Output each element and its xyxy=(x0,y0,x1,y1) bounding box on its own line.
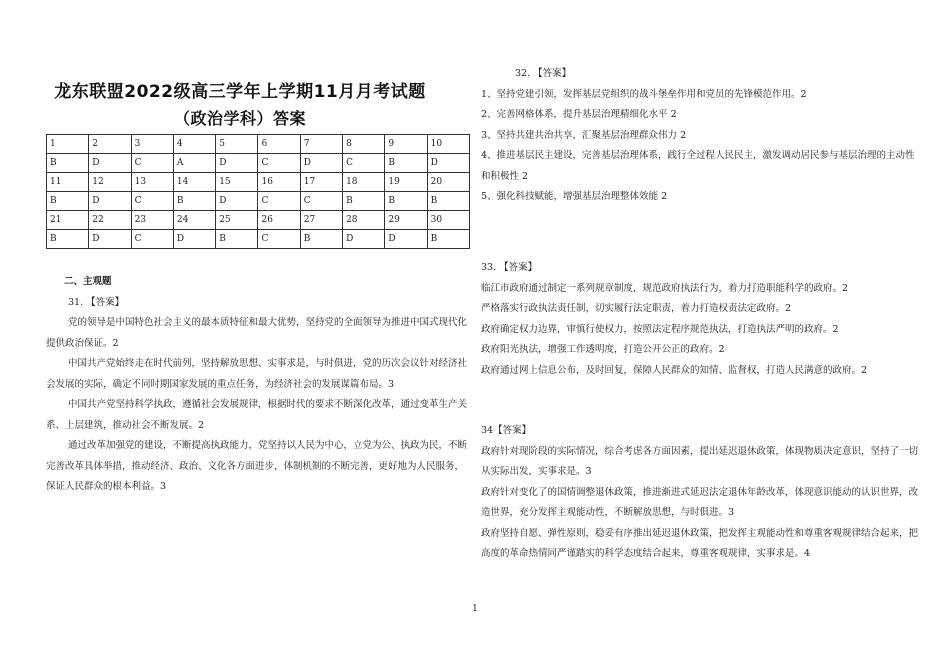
question-number-cell: 28 xyxy=(343,211,385,230)
question-number-cell: 29 xyxy=(385,211,427,230)
q32-answer xyxy=(481,64,921,208)
q32-heading: 32. 【答案】 xyxy=(515,68,572,79)
question-number-cell: 10 xyxy=(427,135,469,154)
answer-cell: B xyxy=(47,192,89,211)
answer-cell: C xyxy=(258,230,300,249)
answer-cell: D xyxy=(216,154,258,173)
q31-paragraph: 中国共产党坚持科学执政，遵循社会发展规律，根据时代的要求不断深化改革，通过变革生产关系、上层建筑，推动社会不断发展。2 xyxy=(46,399,468,431)
answer-row xyxy=(47,154,470,173)
question-number-cell: 17 xyxy=(300,173,342,192)
answer-cell: C xyxy=(258,192,300,211)
question-number-cell: 24 xyxy=(173,211,215,230)
question-number-cell: 4 xyxy=(173,135,215,154)
answer-cell: A xyxy=(173,154,215,173)
answer-cell: D xyxy=(173,230,215,249)
q34-item: 政府针对变化了的国情调整退休政策，推进渐进式延迟法定退休年龄改革，体现意识能动的认识世界，改造世界，充分发挥主观能动性，不断解放思想，与时俱进。3 xyxy=(481,486,919,518)
question-number-cell: 12 xyxy=(89,173,131,192)
answer-row xyxy=(47,230,470,249)
subjective-section xyxy=(46,272,470,498)
question-number-cell: 5 xyxy=(216,135,258,154)
answer-cell: C xyxy=(131,154,173,173)
q31-paragraph: 中国共产党始终走在时代前列，坚持解放思想、实事求是，与时俱进，党的历次会议针对经济社会发展的实际，确定不同时期国家发展的重点任务，为经济社会的发展谋篇布局。3 xyxy=(46,358,468,390)
question-number-cell: 16 xyxy=(258,173,300,192)
question-number-cell: 1 xyxy=(47,135,89,154)
question-number-cell: 7 xyxy=(300,135,342,154)
q33-item: 临江市政府通过制定一系列规章制度，规范政府执法行为，着力打造职能科学的政府。2 xyxy=(481,282,849,294)
question-number-cell: 2 xyxy=(89,135,131,154)
q32-item: 5、强化科技赋能，增强基层治理整体效能 2 xyxy=(481,191,668,202)
answer-cell: B xyxy=(47,230,89,249)
question-number-cell: 8 xyxy=(343,135,385,154)
answer-cell: D xyxy=(300,154,342,173)
answer-cell: B xyxy=(427,230,469,249)
answer-cell: B xyxy=(300,230,342,249)
question-number-cell: 3 xyxy=(131,135,173,154)
q32-item: 2、完善网格体系，提升基层治理精细化水平 2 xyxy=(481,109,677,120)
answer-cell: D xyxy=(89,192,131,211)
question-number-cell: 21 xyxy=(47,211,89,230)
question-number-cell: 22 xyxy=(89,211,131,230)
answer-cell: B xyxy=(173,192,215,211)
q33-answer xyxy=(481,258,921,381)
q31-paragraph: 党的领导是中国特色社会主义的最本质特征和最大优势，坚持党的全面领导为推进中国式现代化提供政治保证。2 xyxy=(46,317,468,349)
question-number-cell: 13 xyxy=(131,173,173,192)
answer-cell: C xyxy=(343,154,385,173)
question-number-cell: 20 xyxy=(427,173,469,192)
q32-item: 3、坚持共建共治共享，汇聚基层治理群众伟力 2 xyxy=(481,129,687,141)
q34-answer xyxy=(481,421,921,565)
question-number-cell: 14 xyxy=(173,173,215,192)
answer-cell: C xyxy=(131,230,173,249)
answer-cell: B xyxy=(385,154,427,173)
answer-cell: D xyxy=(89,230,131,249)
q32-item: 1、坚持党建引领，发挥基层党组织的战斗堡垒作用和党员的先锋模范作用。2 xyxy=(481,88,807,100)
answer-cell: D xyxy=(343,230,385,249)
answer-cell: D xyxy=(216,192,258,211)
q34-heading: 34【答案】 xyxy=(481,425,532,436)
q33-item: 政府通过网上信息公布，及时回复，保障人民群众的知情、监督权，打造人民满意的政府。2 xyxy=(481,364,868,376)
q32-item: 4、推进基层民主建设，完善基层治理体系，践行全过程人民民主，激发调动居民参与基层治理的主动性和积极性 2 xyxy=(481,150,915,182)
answer-cell: C xyxy=(131,192,173,211)
document-subtitle: （政治学科）答案 xyxy=(173,109,306,128)
question-number-cell: 9 xyxy=(385,135,427,154)
answer-cell: B xyxy=(427,192,469,211)
answer-cell: B xyxy=(216,230,258,249)
question-number-row xyxy=(47,135,470,154)
question-number-row xyxy=(47,173,470,192)
q31-paragraph: 通过改革加强党的建设，不断提高执政能力，党坚持以人民为中心，立党为公、执政为民，不断完善改革具体举措，推动经济、政治、文化各方面进步，体制机制的不断完善，更好地为人民服务，保证人民群众的根本利益。3 xyxy=(46,440,468,492)
q34-item: 政府针对现阶段的实际情况，综合考虑各方面因素，提出延迟退休政策，体现物质决定意识，坚持了一切从实际出发，实事求是。3 xyxy=(481,445,919,477)
question-number-cell: 18 xyxy=(343,173,385,192)
q33-item: 政府确定权力边界，审慎行使权力，按照法定程序规范执法，打造执法严明的政府。2 xyxy=(481,323,839,335)
question-number-cell: 23 xyxy=(131,211,173,230)
answer-cell: C xyxy=(300,192,342,211)
question-number-cell: 26 xyxy=(258,211,300,230)
section-heading: 二、主观题 xyxy=(64,276,112,287)
document-title: 龙东联盟2022级高三学年上学期11月月考试题 xyxy=(54,82,426,102)
answer-cell: C xyxy=(258,154,300,173)
question-number-cell: 27 xyxy=(300,211,342,230)
q33-heading: 33. 【答案】 xyxy=(481,262,538,273)
question-number-row xyxy=(47,211,470,230)
q31-heading: 31. 【答案】 xyxy=(68,296,125,308)
answer-cell: D xyxy=(427,154,469,173)
answer-cell: D xyxy=(385,230,427,249)
answer-cell: B xyxy=(47,154,89,173)
question-number-cell: 30 xyxy=(427,211,469,230)
question-number-cell: 15 xyxy=(216,173,258,192)
answer-cell: B xyxy=(343,192,385,211)
question-number-cell: 19 xyxy=(385,173,427,192)
q33-item: 政府阳光执法，增强工作透明度，打造公开公正的政府。2 xyxy=(481,344,725,355)
answer-key-table xyxy=(46,134,470,249)
question-number-cell: 25 xyxy=(216,211,258,230)
answer-cell: B xyxy=(385,192,427,211)
answer-row xyxy=(47,192,470,211)
q33-item: 严格落实行政执法责任制，切实履行法定职责，着力打造权责法定政府。2 xyxy=(481,303,792,314)
question-number-cell: 6 xyxy=(258,135,300,154)
answer-cell: D xyxy=(89,154,131,173)
question-number-cell: 11 xyxy=(47,173,89,192)
page-number: 1 xyxy=(472,604,478,614)
q34-item: 政府坚持自愿、弹性原则，稳妥有序推出延迟退休政策，把发挥主观能动性和尊重客观规律结合起来，把高度的革命热情同严谨踏实的科学态度结合起来，尊重客观规律，实事求是。4 xyxy=(481,527,919,559)
